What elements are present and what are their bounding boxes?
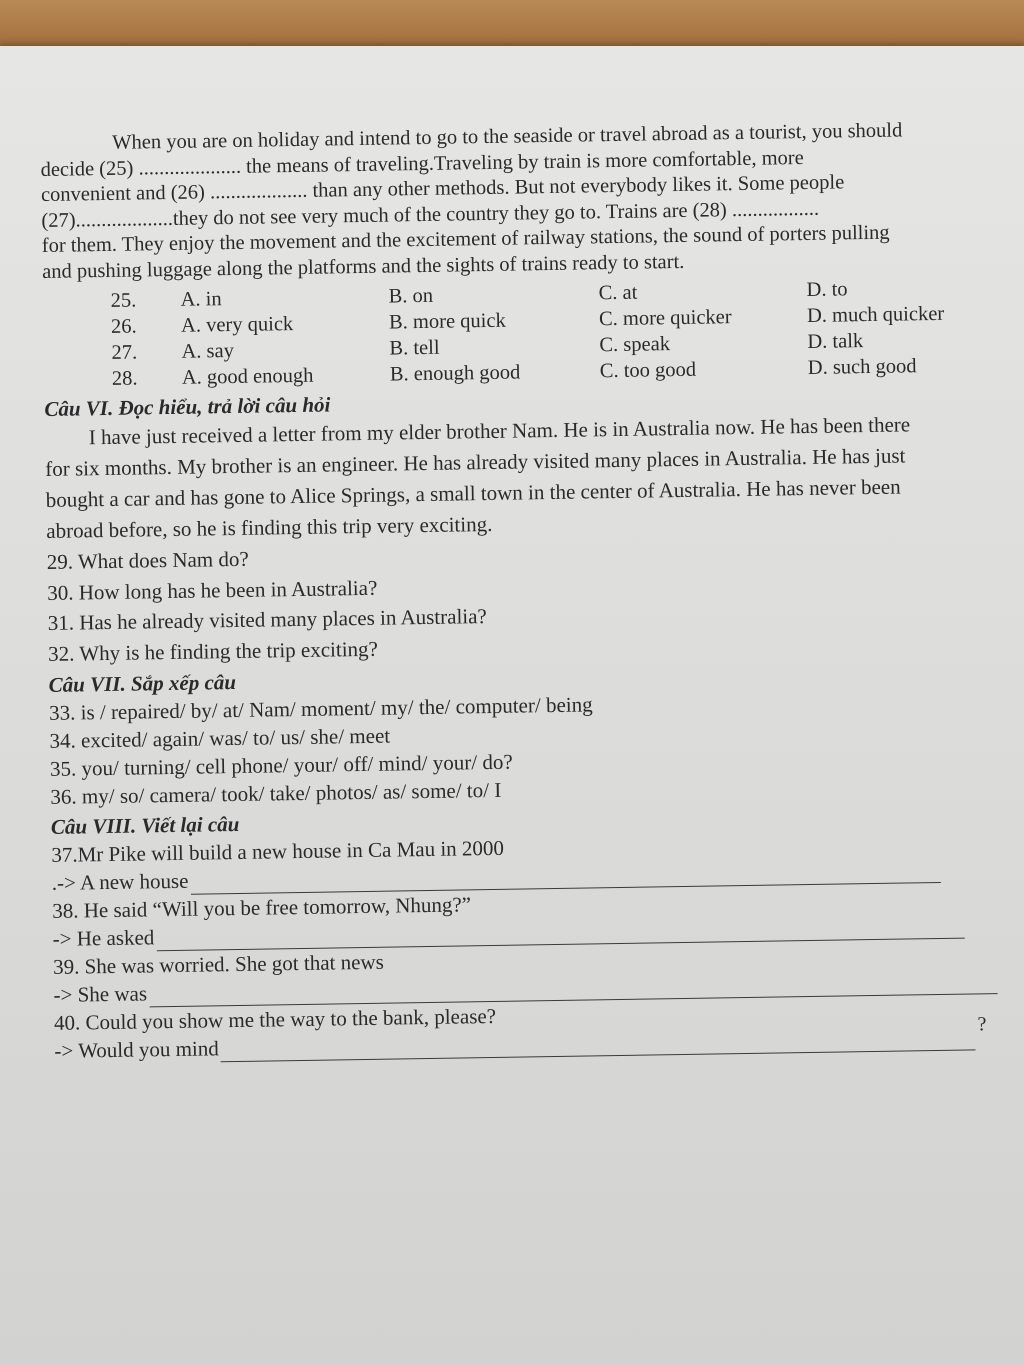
- arrange-item: 34. excited/ again/ was/ to/ us/ she/ meet: [49, 723, 391, 753]
- option-c: C. at: [598, 281, 638, 305]
- passage-line: for them. They enjoy the movement and the excitement of railway stations, the sound of porters pulling: [41, 221, 890, 257]
- section-heading: Câu VIII. Viết lại câu: [50, 811, 240, 839]
- cloze-passage: [40, 117, 1010, 285]
- passage-line: decide (25) .................... the means of traveling.Traveling by train is more comfortable, more: [40, 146, 804, 181]
- option-b: B. tell: [389, 336, 440, 360]
- reading-question: 29. What does Nam do?: [46, 546, 249, 574]
- passage-line: (27)...................they do not see very much of the country they go to. Trains are (28) .................: [41, 197, 820, 232]
- option-b: B. enough good: [389, 361, 521, 386]
- option-d: D. to: [806, 278, 848, 301]
- question-number: 26.: [110, 315, 137, 338]
- question-mark: ?: [977, 1013, 987, 1036]
- answer-prompt: -> He asked: [52, 925, 155, 951]
- rewrite-question: 38. He said “Will you be free tomorrow, Nhung?”: [52, 892, 472, 923]
- option-a: A. good enough: [181, 364, 314, 389]
- reading-line: bought a car and has gone to Alice Springs, a small town in the center of Australia. He has never been: [45, 474, 901, 512]
- section-heading: Câu VII. Sắp xếp câu: [48, 669, 237, 697]
- reading-question: 32. Why is he finding the trip exciting?: [48, 636, 379, 666]
- option-c: C. speak: [599, 333, 671, 357]
- rewrite-question: 37.Mr Pike will build a new house in Ca Mau in 2000: [51, 835, 505, 867]
- reading-passage: [45, 408, 1015, 547]
- reading-question: 30. How long has he been in Australia?: [47, 575, 378, 605]
- rewrite-question: 40. Could you show me the way to the bank, please?: [53, 1003, 497, 1035]
- arrange-item: 36. my/ so/ camera/ took/ take/ photos/ as/ some/ to/ I: [50, 777, 502, 809]
- answer-prompt: .-> A new house: [51, 868, 189, 895]
- passage-line: and pushing luggage along the platforms and the sights of trains ready to start.: [42, 250, 685, 283]
- option-a: A. say: [181, 339, 235, 363]
- answer-options: [42, 274, 1012, 393]
- answer-prompt: -> Would you mind: [54, 1036, 219, 1063]
- option-b: B. on: [388, 284, 434, 308]
- option-d: D. such good: [807, 355, 917, 379]
- passage-line: When you are on holiday and intend to go to the seaside or travel abroad as a tourist, you should: [112, 119, 903, 154]
- option-b: B. more quick: [388, 309, 506, 334]
- arrange-item: 33. is / repaired/ by/ at/ Nam/ moment/ my/ the/ computer/ being: [48, 692, 593, 725]
- question-number: 25.: [110, 289, 137, 312]
- arrange-item: 35. you/ turning/ cell phone/ your/ off/ mind/ your/ do?: [49, 749, 513, 781]
- reading-line: abroad before, so he is finding this trip very exciting.: [46, 511, 493, 543]
- reading-question: 31. Has he already visited many places in Australia?: [47, 604, 487, 635]
- option-a: A. very quick: [180, 313, 294, 337]
- passage-line: convenient and (26) ................... than any other methods. But not everybody likes it. Some people: [40, 171, 845, 206]
- reading-line: for six months. My brother is an engineer. He has already visited many places in Australia. He has just: [45, 443, 906, 481]
- answer-prompt: -> She was: [53, 981, 148, 1007]
- worksheet-content: [40, 117, 1023, 1065]
- section-heading: Câu VI. Đọc hiểu, trả lời câu hỏi: [44, 392, 331, 421]
- rewrite-question: 39. She was worried. She got that news: [52, 949, 384, 979]
- option-a: A. in: [180, 288, 222, 311]
- option-d: D. much quicker: [806, 302, 945, 327]
- reading-line: I have just received a letter from my elder brother Nam. He is in Australia now. He has been there: [88, 412, 911, 450]
- question-number: 28.: [111, 367, 138, 390]
- option-d: D. talk: [807, 330, 864, 353]
- option-c: C. more quicker: [598, 306, 732, 331]
- question-number: 27.: [111, 341, 138, 364]
- option-c: C. too good: [599, 358, 697, 383]
